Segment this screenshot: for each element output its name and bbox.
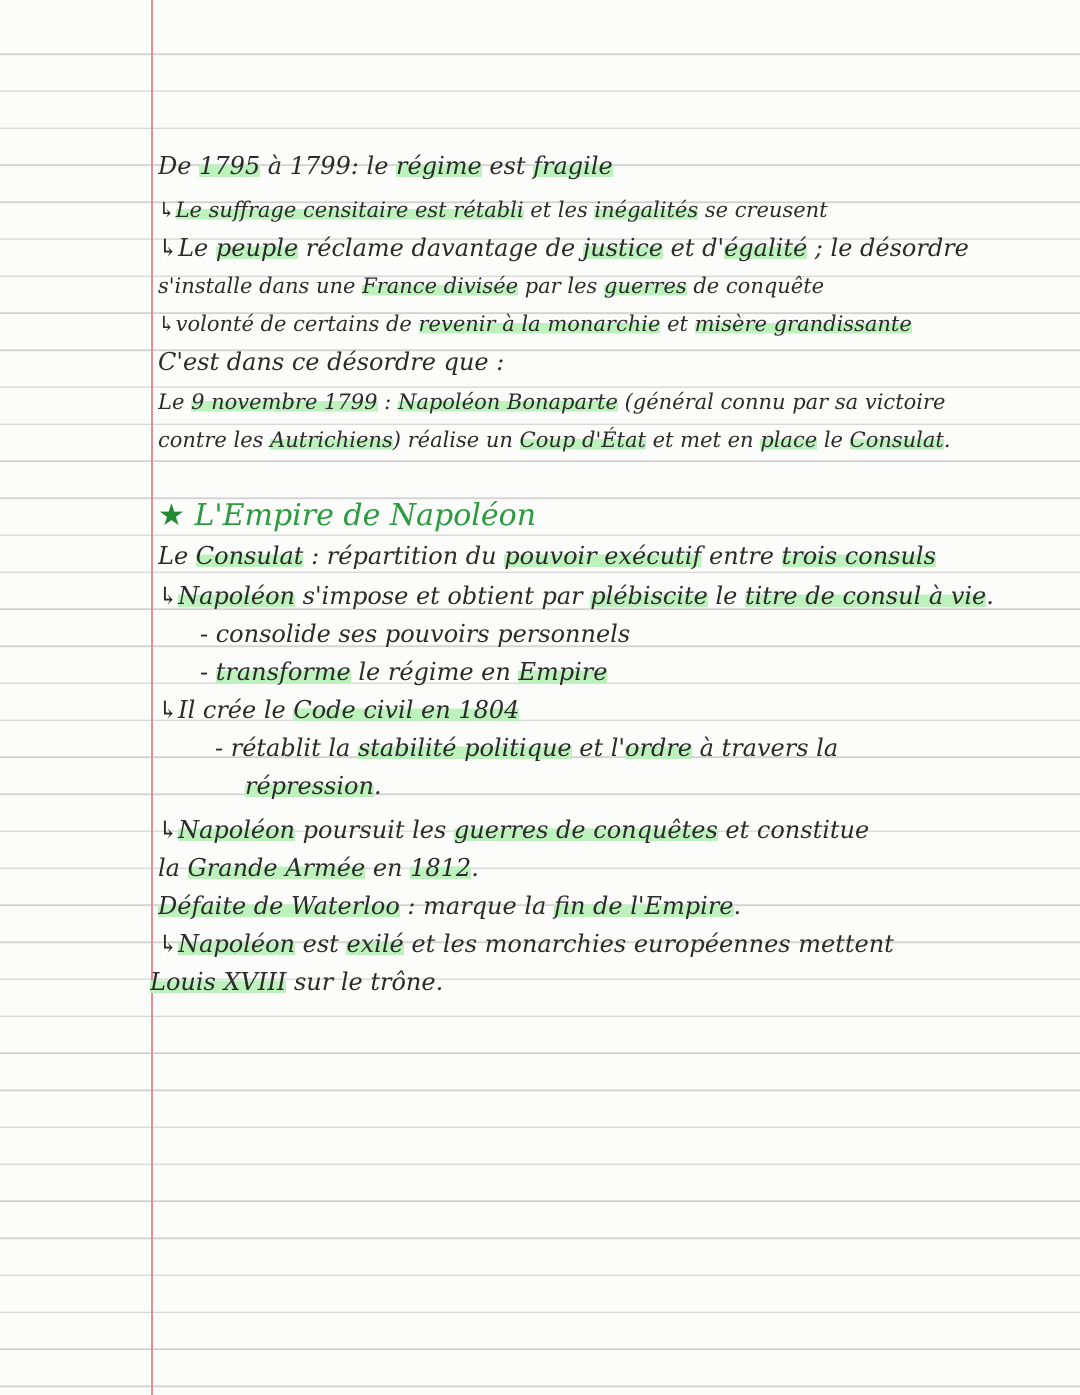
arrow-icon: ↳: [158, 816, 179, 844]
sub-item-repression: répression.: [245, 772, 382, 800]
arrow-icon: ↳: [158, 198, 176, 222]
section-heading-line: De 1795 à 1799: le régime est fragile: [158, 152, 613, 180]
bullet-grande-armee-continued: la Grande Armée en 1812.: [158, 854, 479, 882]
arrow-icon: ↳: [158, 930, 179, 958]
sub-item-transforme: - transforme le régime en Empire: [200, 658, 608, 686]
arrow-icon: ↳: [158, 234, 179, 262]
bullet-consul-a-vie: ↳Napoléon s'impose et obtient par plébiscite le titre de consul à vie.: [158, 582, 994, 610]
bullet-code-civil: ↳Il crée le Code civil en 1804: [158, 696, 520, 724]
star-icon: ★: [158, 498, 185, 533]
bullet-exil: ↳Napoléon est exilé et les monarchies européennes mettent: [158, 930, 894, 958]
arrow-icon: ↳: [158, 312, 176, 336]
bullet-exil-continued: Louis XVIII sur le trône.: [150, 968, 444, 996]
text-desordre: C'est dans ce désordre que :: [158, 348, 505, 376]
text-waterloo: Défaite de Waterloo : marque la fin de l'Empire.: [158, 892, 742, 920]
text-coup-detat-continued: contre les Autrichiens) réalise un Coup d'État et met en place le Consulat.: [158, 428, 951, 452]
bullet-suffrage: ↳Le suffrage censitaire est rétabli et les inégalités se creusent: [158, 198, 828, 222]
arrow-icon: ↳: [158, 582, 179, 610]
bullet-grande-armee: ↳Napoléon poursuit les guerres de conquêtes et constitue: [158, 816, 870, 844]
text-consulat: Le Consulat : répartition du pouvoir exécutif entre trois consuls: [158, 542, 936, 570]
bullet-peuple-continued: s'installe dans une France divisée par les guerres de conquête: [158, 274, 825, 298]
sub-item-stabilite: - rétablit la stabilité politique et l'ordre à travers la: [215, 734, 839, 762]
text-coup-detat: Le 9 novembre 1799 : Napoléon Bonaparte (général connu par sa victoire: [158, 390, 946, 414]
bullet-monarchie: ↳volonté de certains de revenir à la monarchie et misère grandissante: [158, 312, 912, 336]
section-title-empire: ★ L'Empire de Napoléon: [158, 498, 537, 533]
bullet-peuple: ↳Le peuple réclame davantage de justice et d'égalité ; le désordre: [158, 234, 969, 262]
sub-item-consolide: - consolide ses pouvoirs personnels: [200, 620, 631, 648]
arrow-icon: ↳: [158, 696, 179, 724]
